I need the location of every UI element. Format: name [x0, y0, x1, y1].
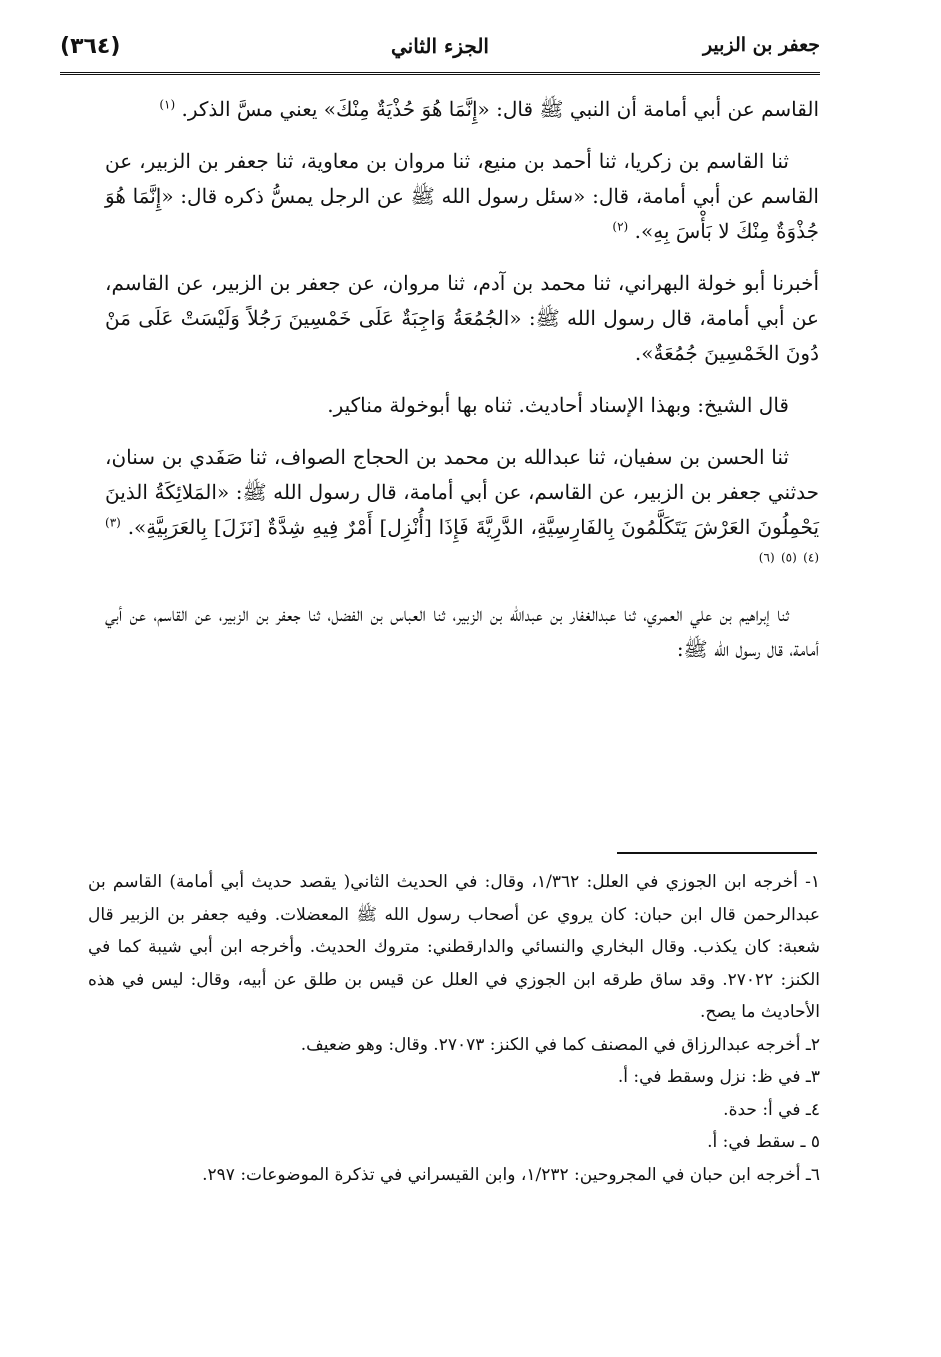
footnote-item: ١- أخرجه ابن الجوزي في العلل: ١/٣٦٢، وقال: في الحديث الثاني( يقصد حديث أبي أمامة) القاسم بن عبدالرحمن قال ابن حبان: كان يروي عن أصحاب رسول الله ﷺ المعضلات. وفيه جعفر بن الزبير قال شعبة: كان يكذب. وقال البخاري والنسائي والدارقطني: متروك الحديث. وأخرجه ابن أبي شيبة كما في الكنز: ٢٧٠٢٢. وقد ساق طرقه ابن الجوزي في العلل عن قيس بن طلق عن أبيه، وقال: ليس في هذه الأحاديث ما يصح.: [88, 872, 820, 1022]
paragraph: [105, 597, 819, 667]
footnote-mark: (٣): [105, 515, 121, 530]
footnote-mark: (٥): [780, 550, 797, 565]
footnotes: [88, 866, 820, 1191]
paragraph: [105, 440, 819, 580]
paragraph-text: ثنا إبراهيم بن علي العمري، ثنا عبدالغفار بن عبدالله بن الزبير، ثنا العباس بن الفضل، ثنا جعفر بن الزبير، عن القاسم، عن أبي أمامة، قال رسول الله ﷺ:: [105, 602, 819, 661]
page-number: (٣٦٤): [60, 34, 121, 59]
footnote-mark: (٢): [612, 219, 629, 234]
running-title: جعفر بن الزبير: [702, 34, 820, 56]
paragraph-text: قال الشيخ: وبهذا الإسناد أحاديث. ثناه بها أبوخولة مناكير.: [327, 393, 789, 417]
paragraph: [105, 144, 819, 249]
paragraph: [105, 266, 819, 371]
footnote-mark: (١): [159, 97, 176, 112]
footnote-item: ٥ ـ سقط في: أ.: [707, 1132, 820, 1152]
footnote-mark: (٤): [803, 550, 819, 565]
paragraph-text: القاسم عن أبي أمامة أن النبي ﷺ قال: «إِنَّمَا هُوَ حُذْيَةٌ مِنْكَ» يعني مسَّ الذكر.: [181, 97, 819, 121]
page-header: [60, 28, 820, 68]
footnote-item: ٤ـ في أ: حدة.: [723, 1099, 820, 1120]
paragraph-text: ثنا القاسم بن زكريا، ثنا أحمد بن منيع، ثنا مروان بن معاوية، ثنا جعفر بن الزبير، عن القاسم عن أبي أمامة، قال: «سئل رسول الله ﷺ عن الرجل يمسُّ ذكره قال: «إِنَّمَا هُوَ جُذْوَةٌ مِنْكَ لا بَأْسَ بِهِ».: [105, 149, 819, 243]
paragraph: [105, 388, 819, 423]
paragraph: [105, 92, 819, 127]
paragraph-text: أخبرنا أبو خولة البهراني، ثنا محمد بن آدم، ثنا مروان، عن جعفر بن الزبير، عن القاسم، عن أبي أمامة، قال رسول الله ﷺ: «الجُمُعَةُ وَاجِبَةٌ عَلَى خَمْسِينَ رَجُلاً وَلَيْسَتْ عَلَى مَنْ دُونَ الخَمْسِينَ جُمُعَةٌ».: [105, 271, 819, 365]
footnote-divider: [617, 852, 817, 854]
volume-title: الجزء الثاني: [391, 34, 489, 58]
footnote-item: ٣ـ في ظ: نزل وسقط في: أ.: [617, 1067, 820, 1087]
footnote-mark: (٦): [758, 550, 775, 565]
footnote-item: ٦ـ أخرجه ابن حبان في المجروحين: ١/٢٣٢، وابن القيسراني في تذكرة الموضوعات: ٢٩٧.: [202, 1164, 820, 1185]
paragraph-text: ثنا الحسن بن سفيان، ثنا عبدالله بن محمد بن الحجاج الصواف، ثنا صَفَدي بن سنان، حدثني جعفر بن الزبير، عن القاسم، عن أبي أمامة، قال رسول الله ﷺ: «المَلائِكَةُ الذينَ يَحْمِلُونَ العَرْشَ يَتَكَلَّمُونَ بِالفَارِسِيَّةِ، الدَّرِيَّةَ فَإِذَا [أُنْزِل] أَمْرٌ فِيهِ شِدَّةٌ [نَزَلَ] بِالعَرَبِيَّةِ».: [105, 445, 820, 539]
header-divider: [60, 72, 820, 75]
footnote-item: ٢ـ أخرجه عبدالرزاق في المصنف كما في الكنز: ٢٧٠٧٣. وقال: وهو ضعيف.: [300, 1034, 820, 1055]
main-text: [105, 92, 819, 684]
